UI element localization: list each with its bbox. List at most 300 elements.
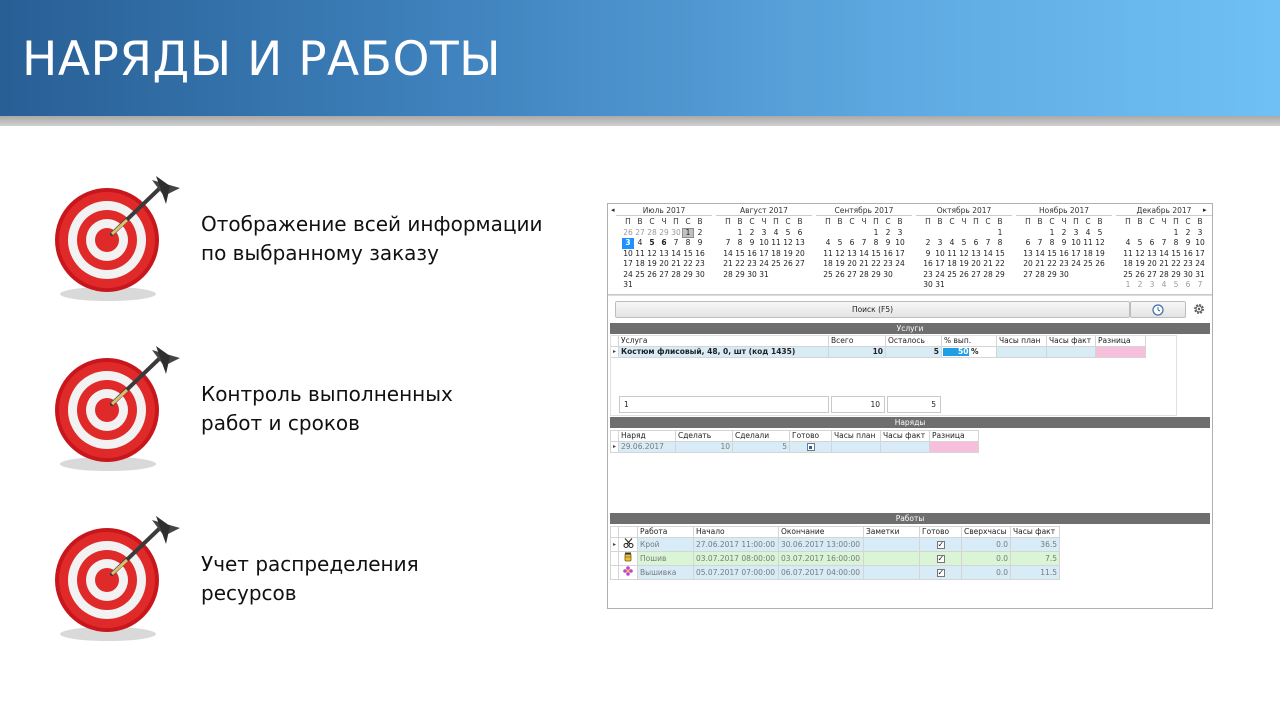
- calendar-day[interactable]: 15: [1047, 248, 1057, 258]
- calendar-week-row: [1022, 228, 1106, 239]
- calendar-day[interactable]: 16: [747, 248, 757, 258]
- calendar-day[interactable]: 8: [997, 238, 1003, 247]
- column-header[interactable]: Часы план: [832, 431, 881, 442]
- calendar-day[interactable]: 12: [835, 248, 845, 258]
- calendar-weekday-row: [1022, 217, 1106, 228]
- calendar-day[interactable]: 12: [959, 248, 969, 258]
- calendar-day[interactable]: 20: [795, 248, 805, 258]
- calendar-day[interactable]: 2: [697, 227, 703, 237]
- calendar-month-title[interactable]: Июль 2017: [616, 205, 712, 216]
- calendar-day[interactable]: 3: [897, 227, 903, 237]
- calendar-day[interactable]: 11: [823, 248, 833, 258]
- calendar-day[interactable]: 26: [959, 269, 969, 279]
- work-hours-fact[interactable]: 11.5: [1011, 566, 1060, 580]
- column-header[interactable]: Начало: [694, 527, 779, 538]
- calendar-day[interactable]: 27: [971, 269, 981, 279]
- calendar-day[interactable]: 28: [647, 227, 657, 237]
- calendar-day[interactable]: 13: [1147, 248, 1157, 258]
- column-header[interactable]: Наряд: [619, 431, 676, 442]
- calendar-weekday: С: [1085, 217, 1091, 226]
- calendar-day[interactable]: 15: [871, 248, 881, 258]
- calendar-day[interactable]: 12: [647, 248, 657, 258]
- calendar-day[interactable]: 7: [673, 238, 679, 247]
- calendar-month-title[interactable]: Сентябрь 2017: [816, 205, 912, 216]
- calendar-day[interactable]: 23: [747, 259, 757, 268]
- calendar-day[interactable]: 29: [1047, 269, 1057, 279]
- work-notes[interactable]: [864, 538, 920, 552]
- calendar-day: [1046, 280, 1058, 291]
- calendar-day[interactable]: 9: [749, 238, 755, 247]
- calendar-day[interactable]: 11: [635, 248, 645, 258]
- calendar-day: [734, 280, 746, 291]
- column-header[interactable]: Осталось: [886, 336, 942, 347]
- column-header[interactable]: Сделали: [733, 431, 790, 442]
- calendar-day[interactable]: 17: [623, 259, 633, 268]
- order-hours-plan[interactable]: [832, 442, 881, 453]
- calendar-day[interactable]: 5: [837, 238, 843, 247]
- calendar-day[interactable]: 10: [1195, 238, 1205, 247]
- calendar-day[interactable]: 30: [923, 280, 933, 289]
- calendar-day[interactable]: 2: [925, 238, 931, 247]
- ready-checkbox[interactable]: [807, 443, 815, 451]
- calendar-day[interactable]: 18: [947, 259, 957, 268]
- calendar-week-row: [622, 270, 706, 281]
- calendar-day[interactable]: 10: [935, 248, 945, 258]
- calendar-day[interactable]: 29: [683, 269, 693, 279]
- calendar-day[interactable]: 29: [735, 269, 745, 279]
- calendar-day[interactable]: 14: [983, 248, 993, 258]
- work-overtime[interactable]: 0.0: [962, 552, 1011, 566]
- calendar-day[interactable]: 14: [723, 248, 733, 258]
- calendar-weekday: Ч: [1161, 217, 1167, 226]
- table-header-row: [611, 527, 1060, 538]
- calendar-day[interactable]: 15: [1171, 248, 1181, 258]
- calendar-day[interactable]: 22: [1047, 259, 1057, 268]
- calendar-month-title[interactable]: Октябрь 2017: [916, 205, 1012, 216]
- column-header[interactable]: Сделать: [676, 431, 733, 442]
- calendar-day[interactable]: 23: [923, 269, 933, 279]
- calendar-day[interactable]: 30: [671, 227, 681, 237]
- calendar-day[interactable]: 8: [873, 238, 879, 247]
- calendar-weekday: С: [885, 217, 891, 226]
- calendar-day[interactable]: 28: [1159, 269, 1169, 279]
- work-overtime[interactable]: 0.0: [962, 538, 1011, 552]
- calendar-day[interactable]: 31: [1195, 269, 1205, 279]
- calendar-day[interactable]: 24: [935, 269, 945, 279]
- calendar-day[interactable]: 18: [771, 248, 781, 258]
- calendar-day[interactable]: 17: [759, 248, 769, 258]
- order-todo[interactable]: 10: [676, 442, 733, 453]
- calendar: [608, 204, 1212, 295]
- calendar-day[interactable]: 11: [947, 248, 957, 258]
- work-start[interactable]: 03.07.2017 08:00:00: [694, 552, 779, 566]
- order-done[interactable]: 5: [733, 442, 790, 453]
- calendar-day[interactable]: 24: [623, 269, 633, 279]
- calendar-day[interactable]: 17: [1071, 248, 1081, 258]
- calendar-day[interactable]: 25: [947, 269, 957, 279]
- work-notes[interactable]: [864, 552, 920, 566]
- column-header[interactable]: Работа: [638, 527, 694, 538]
- calendar-day[interactable]: 21: [1159, 259, 1169, 268]
- calendar-week-row: [922, 280, 1006, 291]
- calendar-day[interactable]: 11: [771, 238, 781, 247]
- calendar-day[interactable]: 1: [682, 228, 694, 239]
- calendar-day[interactable]: 29: [995, 269, 1005, 279]
- calendar-week-row: [922, 259, 1006, 270]
- calendar-day[interactable]: 19: [835, 259, 845, 268]
- calendar-day[interactable]: 1: [1125, 280, 1131, 289]
- calendar-grid: [1022, 217, 1106, 291]
- calendar-day[interactable]: 8: [685, 238, 691, 247]
- calendar-day[interactable]: 15: [995, 248, 1005, 258]
- work-end[interactable]: 03.07.2017 16:00:00: [779, 552, 864, 566]
- calendar-day[interactable]: 25: [1123, 269, 1133, 279]
- calendar-day[interactable]: 2: [749, 227, 755, 237]
- calendar-day[interactable]: 28: [1035, 269, 1045, 279]
- calendar-day[interactable]: 6: [973, 238, 979, 247]
- calendar-day[interactable]: 3: [1073, 227, 1079, 237]
- column-header[interactable]: Часы факт: [1047, 336, 1096, 347]
- calendar-day[interactable]: 14: [671, 248, 681, 258]
- calendar-day[interactable]: 9: [885, 238, 891, 247]
- calendar-day[interactable]: 26: [1095, 259, 1105, 268]
- calendar-day[interactable]: 25: [635, 269, 645, 279]
- calendar-day[interactable]: 4: [1161, 280, 1167, 289]
- table-row[interactable]: [611, 566, 1060, 580]
- calendar-day[interactable]: 6: [849, 238, 855, 247]
- calendar-day[interactable]: 20: [1023, 259, 1033, 268]
- calendar-day[interactable]: 19: [647, 259, 657, 268]
- calendar-day[interactable]: 1: [737, 227, 743, 237]
- calendar-day[interactable]: 7: [861, 238, 867, 247]
- calendar-day[interactable]: 30: [695, 269, 705, 279]
- calendar-day[interactable]: 19: [1135, 259, 1145, 268]
- calendar-day[interactable]: 8: [1049, 238, 1055, 247]
- calendar-day[interactable]: 13: [1023, 248, 1033, 258]
- calendar-day[interactable]: 5: [961, 238, 967, 247]
- calendar-day[interactable]: 8: [1173, 238, 1179, 247]
- calendar-day[interactable]: 20: [659, 259, 669, 268]
- calendar-day[interactable]: 4: [825, 238, 831, 247]
- calendar-day[interactable]: 27: [847, 269, 857, 279]
- calendar-day[interactable]: 16: [1183, 248, 1193, 258]
- table-row[interactable]: [611, 442, 979, 453]
- calendar-day[interactable]: 7: [1197, 280, 1203, 289]
- work-hours-fact[interactable]: 36.5: [1011, 538, 1060, 552]
- calendar-day[interactable]: 8: [737, 238, 743, 247]
- summary-count: 1: [619, 396, 829, 413]
- calendar-day[interactable]: 9: [1185, 238, 1191, 247]
- calendar-day[interactable]: 9: [697, 238, 703, 247]
- work-end[interactable]: 06.07.2017 04:00:00: [779, 566, 864, 580]
- calendar-day[interactable]: 26: [783, 259, 793, 268]
- calendar-month-title[interactable]: Декабрь 2017: [1116, 205, 1212, 216]
- calendar-day[interactable]: 16: [923, 259, 933, 268]
- column-header[interactable]: Готово: [920, 527, 962, 538]
- calendar-day[interactable]: 3: [761, 227, 767, 237]
- service-name[interactable]: Костюм флисовый, 48, 0, шт (код 1435): [619, 347, 829, 358]
- order-ready[interactable]: [790, 442, 832, 453]
- calendar-week-row: [1122, 280, 1206, 291]
- calendar-day[interactable]: 14: [1035, 248, 1045, 258]
- calendar-week-row: [1122, 249, 1206, 260]
- calendar-day[interactable]: 10: [1071, 238, 1081, 247]
- calendar-day[interactable]: 1: [873, 227, 879, 237]
- order-diff[interactable]: [930, 442, 979, 453]
- calendar-day[interactable]: 13: [847, 248, 857, 258]
- order-hours-fact[interactable]: [881, 442, 930, 453]
- calendar-day[interactable]: 30: [883, 269, 893, 279]
- calendar-day: [870, 280, 882, 291]
- calendar-day[interactable]: 22: [871, 259, 881, 268]
- calendar-day[interactable]: 7: [985, 238, 991, 247]
- bullet-text: [201, 210, 542, 268]
- gear-icon[interactable]: [1192, 302, 1206, 316]
- calendar-day[interactable]: 1: [1173, 227, 1179, 237]
- calendar-day[interactable]: 29: [659, 227, 669, 237]
- calendar-day[interactable]: 23: [1183, 259, 1193, 268]
- calendar-day[interactable]: 26: [835, 269, 845, 279]
- calendar-day[interactable]: 20: [971, 259, 981, 268]
- ready-checkbox[interactable]: [937, 541, 945, 549]
- calendar-day[interactable]: 1: [1049, 227, 1055, 237]
- calendar-month-title[interactable]: Ноябрь 2017: [1016, 205, 1112, 216]
- calendar-day[interactable]: 29: [1171, 269, 1181, 279]
- calendar-day[interactable]: 21: [859, 259, 869, 268]
- calendar-day[interactable]: 15: [735, 248, 745, 258]
- ready-checkbox[interactable]: [937, 569, 945, 577]
- orders-section-title: Наряды: [610, 417, 1210, 428]
- work-notes[interactable]: [864, 566, 920, 580]
- work-name[interactable]: Крой: [638, 538, 694, 552]
- calendar-day[interactable]: 18: [635, 259, 645, 268]
- service-total[interactable]: 10: [829, 347, 886, 358]
- calendar-week-row: [822, 249, 906, 260]
- calendar-day: [758, 280, 770, 291]
- calendar-day: [1082, 280, 1094, 291]
- table-row[interactable]: [611, 552, 1060, 566]
- calendar-day[interactable]: 24: [759, 259, 769, 268]
- calendar-day[interactable]: 22: [683, 259, 693, 268]
- calendar-day[interactable]: 10: [895, 238, 905, 247]
- calendar-day[interactable]: 22: [735, 259, 745, 268]
- calendar-day[interactable]: 20: [1147, 259, 1157, 268]
- column-header[interactable]: Всего: [829, 336, 886, 347]
- calendar-day[interactable]: 13: [795, 238, 805, 247]
- calendar-day[interactable]: 12: [783, 238, 793, 247]
- column-header[interactable]: % вып.: [942, 336, 997, 347]
- calendar-day[interactable]: 28: [723, 269, 733, 279]
- calendar-day[interactable]: 19: [783, 248, 793, 258]
- work-ready[interactable]: [920, 552, 962, 566]
- ready-checkbox[interactable]: [937, 555, 945, 563]
- calendar-day[interactable]: 4: [949, 238, 955, 247]
- calendar-day[interactable]: 14: [859, 248, 869, 258]
- service-remaining[interactable]: 5: [886, 347, 942, 358]
- calendar-day[interactable]: 13: [971, 248, 981, 258]
- calendar-day[interactable]: 4: [773, 227, 779, 237]
- calendar-day: [646, 280, 658, 291]
- calendar-weekday: В: [837, 217, 843, 226]
- calendar-day[interactable]: 5: [1137, 238, 1143, 247]
- calendar-day[interactable]: 6: [661, 238, 667, 247]
- calendar-day[interactable]: 16: [695, 248, 705, 258]
- work-start[interactable]: 27.06.2017 11:00:00: [694, 538, 779, 552]
- calendar-day[interactable]: 21: [1035, 259, 1045, 268]
- work-end[interactable]: 30.06.2017 13:00:00: [779, 538, 864, 552]
- calendar-day[interactable]: 5: [1097, 227, 1103, 237]
- calendar-week-row: [922, 270, 1006, 281]
- calendar-month-title[interactable]: Август 2017: [716, 205, 812, 216]
- calendar-day[interactable]: 24: [895, 259, 905, 268]
- calendar-day[interactable]: 11: [1123, 248, 1133, 258]
- column-header[interactable]: Сверхчасы: [962, 527, 1011, 538]
- calendar-day[interactable]: 29: [871, 269, 881, 279]
- search-button[interactable]: Поиск (F5): [615, 301, 1130, 318]
- calendar-day[interactable]: 16: [1059, 248, 1069, 258]
- calendar-day[interactable]: 18: [1123, 259, 1133, 268]
- calendar-day[interactable]: 18: [1083, 248, 1093, 258]
- calendar-day[interactable]: 17: [935, 259, 945, 268]
- table-row[interactable]: [611, 538, 1060, 552]
- calendar-day[interactable]: 2: [1137, 280, 1143, 289]
- calendar-day[interactable]: 19: [959, 259, 969, 268]
- work-start[interactable]: 05.07.2017 07:00:00: [694, 566, 779, 580]
- calendar-day[interactable]: 2: [1185, 227, 1191, 237]
- calendar-day: [1122, 228, 1134, 239]
- calendar-day[interactable]: 21: [983, 259, 993, 268]
- calendar-day[interactable]: 24: [1195, 259, 1205, 268]
- calendar-day[interactable]: 27: [795, 259, 805, 268]
- work-hours-fact[interactable]: 7.5: [1011, 552, 1060, 566]
- calendar-week-row: [1022, 249, 1106, 260]
- calendar-weekday: П: [725, 217, 731, 226]
- calendar-day[interactable]: 25: [823, 269, 833, 279]
- calendar-day[interactable]: 27: [659, 269, 669, 279]
- history-button[interactable]: [1130, 301, 1186, 318]
- calendar-day[interactable]: 21: [723, 259, 733, 268]
- calendar-day[interactable]: 17: [1195, 248, 1205, 258]
- column-header[interactable]: Разница: [930, 431, 979, 442]
- calendar-day[interactable]: 6: [1185, 280, 1191, 289]
- calendar-day[interactable]: 15: [683, 248, 693, 258]
- column-header[interactable]: Часы факт: [881, 431, 930, 442]
- calendar-day[interactable]: 3: [1149, 280, 1155, 289]
- calendar-day[interactable]: 18: [823, 259, 833, 268]
- work-overtime[interactable]: 0.0: [962, 566, 1011, 580]
- column-header[interactable]: Услуга: [619, 336, 829, 347]
- calendar-day[interactable]: 2: [885, 227, 891, 237]
- calendar-day: [834, 280, 846, 291]
- calendar-day[interactable]: 6: [1149, 238, 1155, 247]
- calendar-day[interactable]: 2: [1061, 227, 1067, 237]
- calendar-day[interactable]: 6: [1025, 238, 1031, 247]
- calendar-day: [782, 280, 794, 291]
- calendar-day[interactable]: 21: [671, 259, 681, 268]
- calendar-day[interactable]: 7: [1161, 238, 1167, 247]
- calendar-day[interactable]: 27: [1147, 269, 1157, 279]
- calendar-day[interactable]: 31: [935, 280, 945, 289]
- calendar-day[interactable]: 27: [635, 227, 645, 237]
- column-header[interactable]: Заметки: [864, 527, 920, 538]
- calendar-week-row: [722, 249, 806, 260]
- calendar-day[interactable]: 16: [883, 248, 893, 258]
- calendar-day[interactable]: 28: [671, 269, 681, 279]
- calendar-day[interactable]: 12: [1095, 238, 1105, 247]
- calendar-day[interactable]: 23: [1059, 259, 1069, 268]
- calendar-day[interactable]: 14: [1159, 248, 1169, 258]
- calendar-day[interactable]: 5: [649, 238, 655, 247]
- calendar-day[interactable]: 4: [637, 238, 643, 247]
- column-header[interactable]: Часы план: [997, 336, 1047, 347]
- calendar-day[interactable]: 13: [659, 248, 669, 258]
- order-date[interactable]: 29.06.2017: [619, 442, 676, 453]
- work-ready[interactable]: [920, 538, 962, 552]
- calendar-day[interactable]: 3: [937, 238, 943, 247]
- calendar-day[interactable]: 27: [1023, 269, 1033, 279]
- calendar-day[interactable]: 10: [623, 248, 633, 258]
- calendar-prev-icon[interactable]: ◂: [611, 206, 615, 214]
- work-name[interactable]: Пошив: [638, 552, 694, 566]
- calendar-day[interactable]: 28: [983, 269, 993, 279]
- calendar-day[interactable]: 5: [785, 227, 791, 237]
- calendar-day[interactable]: 24: [1071, 259, 1081, 268]
- calendar-day[interactable]: 4: [1085, 227, 1091, 237]
- calendar-day[interactable]: 17: [895, 248, 905, 258]
- work-ready[interactable]: [920, 566, 962, 580]
- calendar-day[interactable]: 11: [1083, 238, 1093, 247]
- calendar-day[interactable]: 30: [747, 269, 757, 279]
- calendar-day[interactable]: 20: [847, 259, 857, 268]
- calendar-weekday-row: [1122, 217, 1206, 228]
- calendar-day[interactable]: 7: [1037, 238, 1043, 247]
- calendar-day[interactable]: 7: [725, 238, 731, 247]
- calendar-day: [1134, 228, 1146, 239]
- column-header[interactable]: Часы факт: [1011, 527, 1060, 538]
- calendar-day[interactable]: 3: [622, 238, 634, 249]
- calendar-day[interactable]: 31: [623, 280, 633, 289]
- calendar-day[interactable]: 22: [1171, 259, 1181, 268]
- calendar-day[interactable]: 23: [695, 259, 705, 268]
- work-name[interactable]: Вышивка: [638, 566, 694, 580]
- calendar-day[interactable]: 3: [1197, 227, 1203, 237]
- column-header[interactable]: Окончание: [779, 527, 864, 538]
- calendar-day[interactable]: 30: [1183, 269, 1193, 279]
- column-header[interactable]: Готово: [790, 431, 832, 442]
- calendar-day[interactable]: 26: [623, 227, 633, 237]
- calendar-day[interactable]: 9: [925, 248, 931, 258]
- calendar-day[interactable]: 22: [995, 259, 1005, 268]
- calendar-day[interactable]: 10: [759, 238, 769, 247]
- calendar-day[interactable]: 4: [1125, 238, 1131, 247]
- calendar-day[interactable]: 25: [1083, 259, 1093, 268]
- calendar-day[interactable]: 30: [1059, 269, 1069, 279]
- calendar-day[interactable]: 26: [1135, 269, 1145, 279]
- calendar-day[interactable]: 31: [759, 269, 769, 279]
- calendar-day[interactable]: 1: [997, 227, 1003, 237]
- calendar-day[interactable]: 6: [797, 227, 803, 237]
- calendar-day[interactable]: 19: [1095, 248, 1105, 258]
- column-header[interactable]: Разница: [1096, 336, 1146, 347]
- calendar-day[interactable]: 5: [1173, 280, 1179, 289]
- calendar-day[interactable]: 23: [883, 259, 893, 268]
- calendar-day[interactable]: 9: [1061, 238, 1067, 247]
- calendar-day[interactable]: 12: [1135, 248, 1145, 258]
- calendar-day[interactable]: 25: [771, 259, 781, 268]
- calendar-day[interactable]: 26: [647, 269, 657, 279]
- calendar-day[interactable]: 28: [859, 269, 869, 279]
- calendar-next-icon[interactable]: ▸: [1203, 206, 1207, 214]
